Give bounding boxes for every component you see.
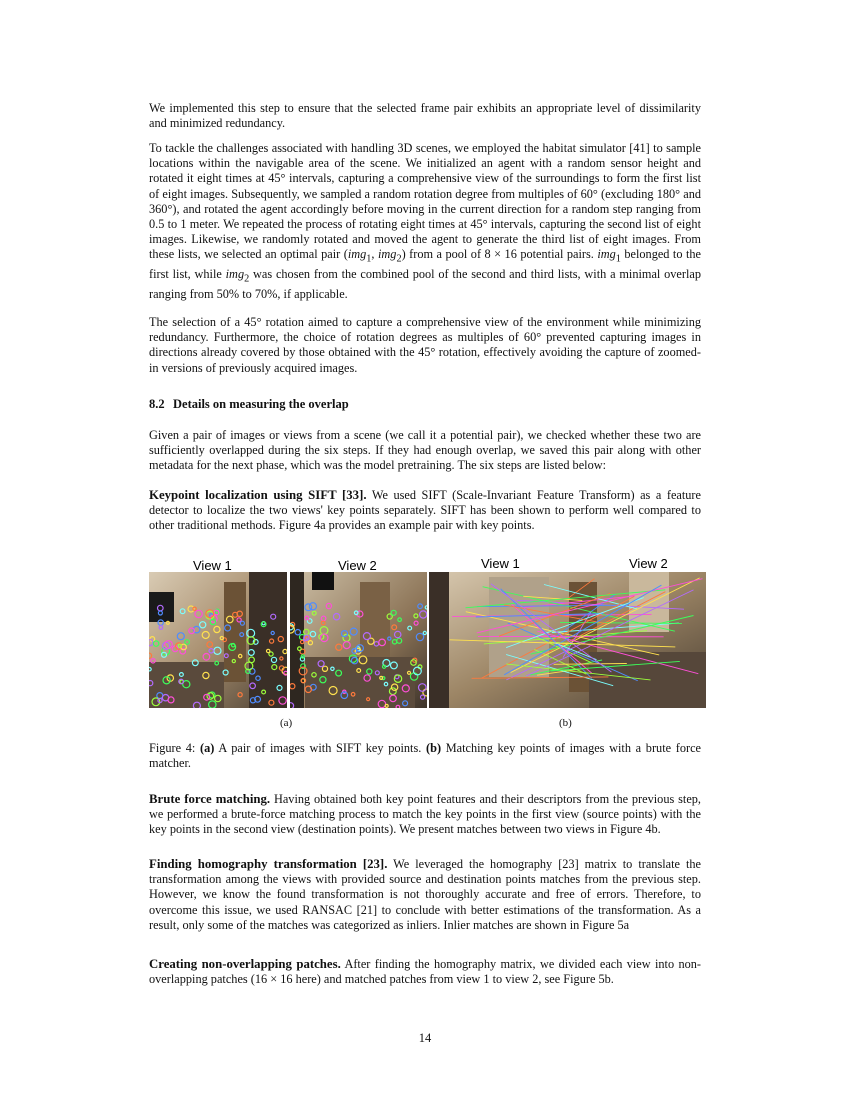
figure-4b-view2-label: View 2 (629, 556, 668, 571)
figure-4a-view2-image (290, 572, 427, 708)
paragraph-brute-force: Brute force matching. Having obtained both key point features and their descriptors from the previous step, we performed a brute-force matching process to match the key points in the first view (source points) with the key points in the second view (destination points). We present matches between two views in Figure 4b. (149, 792, 701, 837)
subfigure-a-label: (a) (280, 717, 293, 729)
paragraph-intro: We implemented this step to ensure that the selected frame pair exhibits an appropriate level of dissimilarity and minimized redundancy. (149, 101, 701, 131)
paragraph-patches: Creating non-overlapping patches. After finding the homography matrix, we divided each view into non-overlapping patches (16 × 16 here) and matched patches from view 1 to view 2, see Figure 5b. (149, 957, 701, 987)
figure-4-caption: Figure 4: (a) A pair of images with SIFT key points. (b) Matching key points of images with a brute force matcher. (149, 741, 702, 771)
paragraph-rotation: The selection of a 45° rotation aimed to capture a comprehensive view of the environment while minimizing redundancy. Furthermore, the choice of rotation degrees as multiples of 60° prevented capturing images in directions already covered by those obtained with the 45° rotation, effectively avoiding the capture of zoomed-in versions of previously acquired images. (149, 315, 701, 375)
figure-4a-view2-label: View 2 (338, 558, 377, 573)
paragraph-sampling: To tackle the challenges associated with handling 3D scenes, we employed the habitat simulator [41] to sample locations within the navigable area of the scene. We initialized an agent with a random sensor height and rotated it eight times at 45° intervals, capturing a comprehensive view of the surroundings to form the first list of eight images. Subsequently, we sampled a random rotation degree from multiples of 60° (excluding 180° and 360°), and rotated the agent accordingly before moving in the current direction for a random step ranging from 0.5 to 1 meter. We repeated the process of rotating eight times at 45° intervals, capturing the second list of eight images. Likewise, we randomly rotated and moved the agent to generate the third list of eight images. From these lists, we selected an optimal pair (img$_1$, img$_2$) from a pool of 8 × 16 potential pairs. img$_1$ belonged to the first list, while img$_2$ was chosen from the combined pool of the second and third lists, with a minimal overlap ranging from 50% to 70%, if applicable. (149, 141, 701, 301)
figure-4b-matches-image (429, 572, 706, 708)
paragraph-sift: Keypoint localization using SIFT [33]. We used SIFT (Scale-Invariant Feature Transform) as a feature detector to localize the two views' key points separately. SIFT has been shown to perform well compared to other traditional methods. Figure 4a provides an example pair with key points. (149, 488, 701, 533)
homography-lead: Finding homography transformation [23]. (149, 857, 388, 871)
figure-4b-view1-label: View 1 (481, 556, 520, 571)
page-number: 14 (418, 1031, 432, 1045)
brute-force-lead: Brute force matching. (149, 792, 271, 806)
sift-lead: Keypoint localization using SIFT [33]. (149, 488, 367, 502)
section-heading: 8.2 Details on measuring the overlap (149, 397, 349, 411)
patches-lead: Creating non-overlapping patches. (149, 957, 341, 971)
figure-4a-view1-label: View 1 (193, 558, 232, 573)
paragraph-homography: Finding homography transformation [23]. We leveraged the homography [23] matrix to translate the transformation among the views with provided source and destination points matches from the previous step. However, we know the found transformation is not thoroughly accurate and free of errors. Therefore, to overcome this issue, we used RANSAC [21] to conclude with better estimations of the transformation. As a result, only some of the matches was categorized as inliers. Inlier matches are shown in Figure 5a (149, 857, 701, 932)
figure-4a-view1-image (149, 572, 287, 708)
paragraph-overlap-overview: Given a pair of images or views from a scene (we call it a potential pair), we checked whether these two are sufficiently overlapped during the six steps. If they had enough overlap, we saved this pair along with other metadata for the next phase, which was the model pretraining. The six steps are listed below: (149, 428, 701, 473)
figure-4 (149, 555, 705, 730)
subfigure-b-label: (b) (559, 717, 572, 729)
